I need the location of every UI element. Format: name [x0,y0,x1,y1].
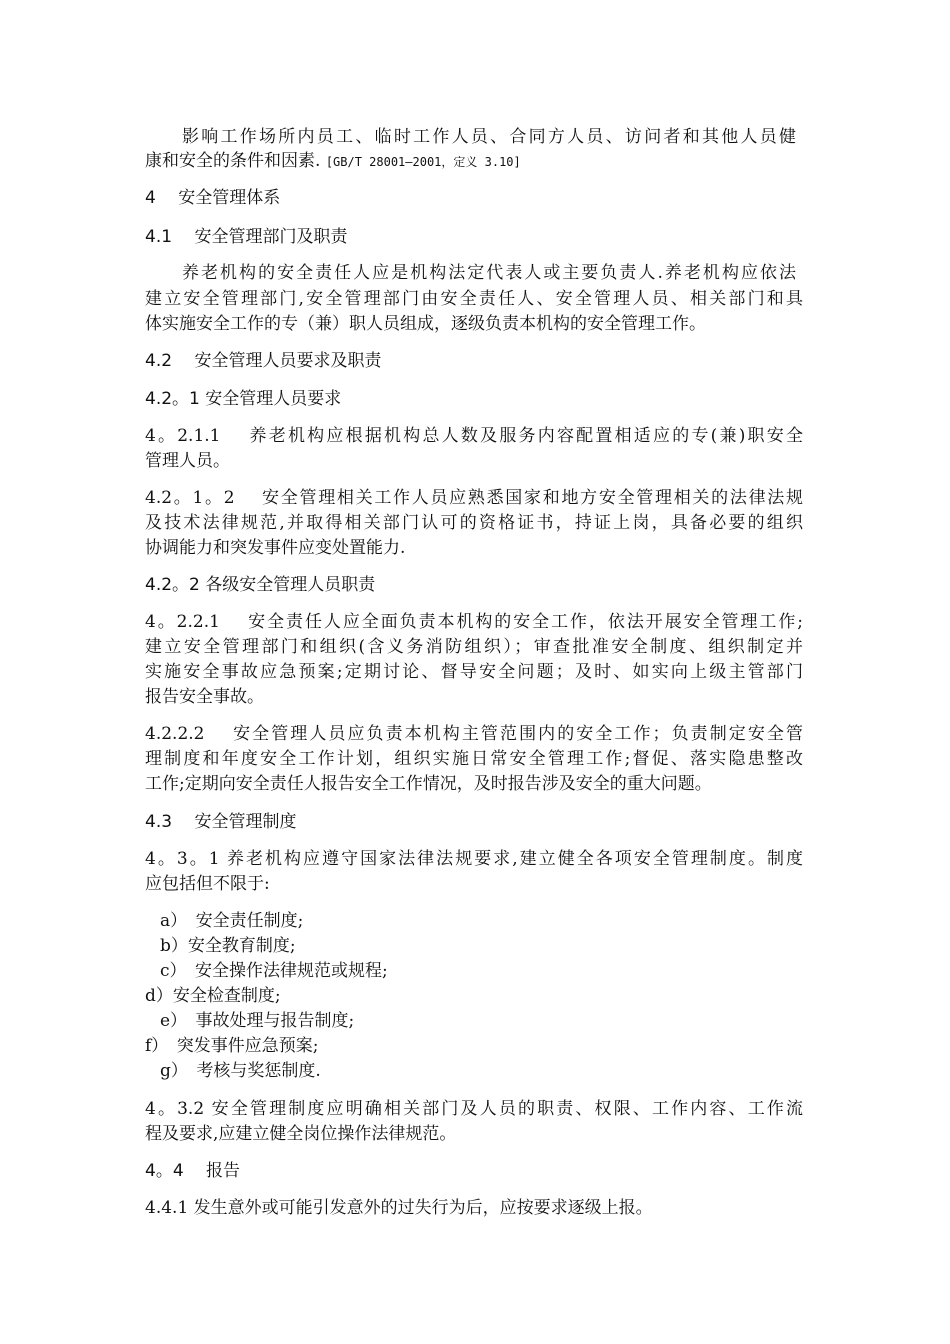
section-heading-4-1: 4.1 安全管理部门及职责 [145,227,348,247]
list-item-a: a） 安全责任制度; [160,911,304,931]
paragraph-line: 体实施安全工作的专（兼）职人员组成，逐级负责本机构的安全管理工作。 [145,314,706,334]
paragraph-line: 4.2。1。2 安全管理相关工作人员应熟悉国家和地方安全管理相关的法律法规 [145,488,803,508]
paragraph-line: 4.4.1 发生意外或可能引发意外的过失行为后，应按要求逐级上报。 [145,1198,653,1218]
paragraph-line: 管理人员。 [145,451,230,471]
list-item-g: g） 考核与奖惩制度. [160,1061,321,1081]
section-heading-4-3: 4.3 安全管理制度 [145,812,297,832]
list-item-c: c） 安全操作法律规范或规程; [160,961,388,981]
paragraph-line: 协调能力和突发事件应变处置能力. [145,538,406,558]
paragraph-line: 建立安全管理部门,安全管理部门由安全责任人、安全管理人员、相关部门和具 [145,289,803,309]
paragraph-line: 实施安全事故应急预案;定期讨论、督导安全问题；及时、如实向上级主管部门 [145,662,803,682]
paragraph-line: 工作;定期向安全责任人报告安全工作情况，及时报告涉及安全的重大问题。 [145,774,712,794]
paragraph-line: 4。3.2 安全管理制度应明确相关部门及人员的职责、权限、工作内容、工作流 [145,1099,803,1119]
list-item-d: d）安全检查制度; [145,986,281,1006]
paragraph-line: 影响工作场所内员工、临时工作人员、合同方人员、访问者和其他人员健 [182,127,796,147]
paragraph-line: 4。2.1.1 养老机构应根据机构总人数及服务内容配置相适应的专(兼)职安全 [145,426,803,446]
standard-reference: [GB/T 28001—2001，定义 3.10] [325,155,521,169]
paragraph-line: 及技术法律规范,并取得相关部门认可的资格证书，持证上岗，具备必要的组织 [145,513,803,533]
paragraph-line: 4.2.2.2 安全管理人员应负责本机构主管范围内的安全工作；负责制定安全管 [145,724,803,744]
list-item-f: f） 突发事件应急预案; [145,1036,319,1056]
paragraph-line: 4。2.2.1 安全责任人应全面负责本机构的安全工作，依法开展安全管理工作; [145,612,803,632]
paragraph-text: 康和安全的条件和因素. [145,151,321,171]
section-heading-4-2-1: 4.2。1 安全管理人员要求 [145,389,342,409]
section-heading-4: 4 安全管理体系 [145,188,281,208]
paragraph-line: 4。3。1 养老机构应遵守国家法律法规要求,建立健全各项安全管理制度。制度 [145,849,803,869]
section-heading-4-2-2: 4.2。2 各级安全管理人员职责 [145,575,376,595]
paragraph-line: 程及要求,应建立健全岗位操作法律规范。 [145,1124,457,1144]
paragraph-line: 养老机构的安全责任人应是机构法定代表人或主要负责人.养老机构应依法 [182,263,796,283]
list-item-e: e） 事故处理与报告制度; [160,1011,355,1031]
paragraph-line: 应包括但不限于: [145,874,270,894]
section-heading-4-2: 4.2 安全管理人员要求及职责 [145,351,382,371]
section-heading-4-4: 4。4 报告 [145,1161,241,1181]
list-item-b: b）安全教育制度; [160,936,296,956]
paragraph-line: 报告安全事故。 [145,687,264,707]
paragraph-line: 建立安全管理部门和组织(含义务消防组织）；审查批准安全制度、组织制定并 [145,637,803,657]
paragraph-line [145,149,521,174]
paragraph-line: 理制度和年度安全工作计划，组织实施日常安全管理工作;督促、落实隐患整改 [145,749,803,769]
